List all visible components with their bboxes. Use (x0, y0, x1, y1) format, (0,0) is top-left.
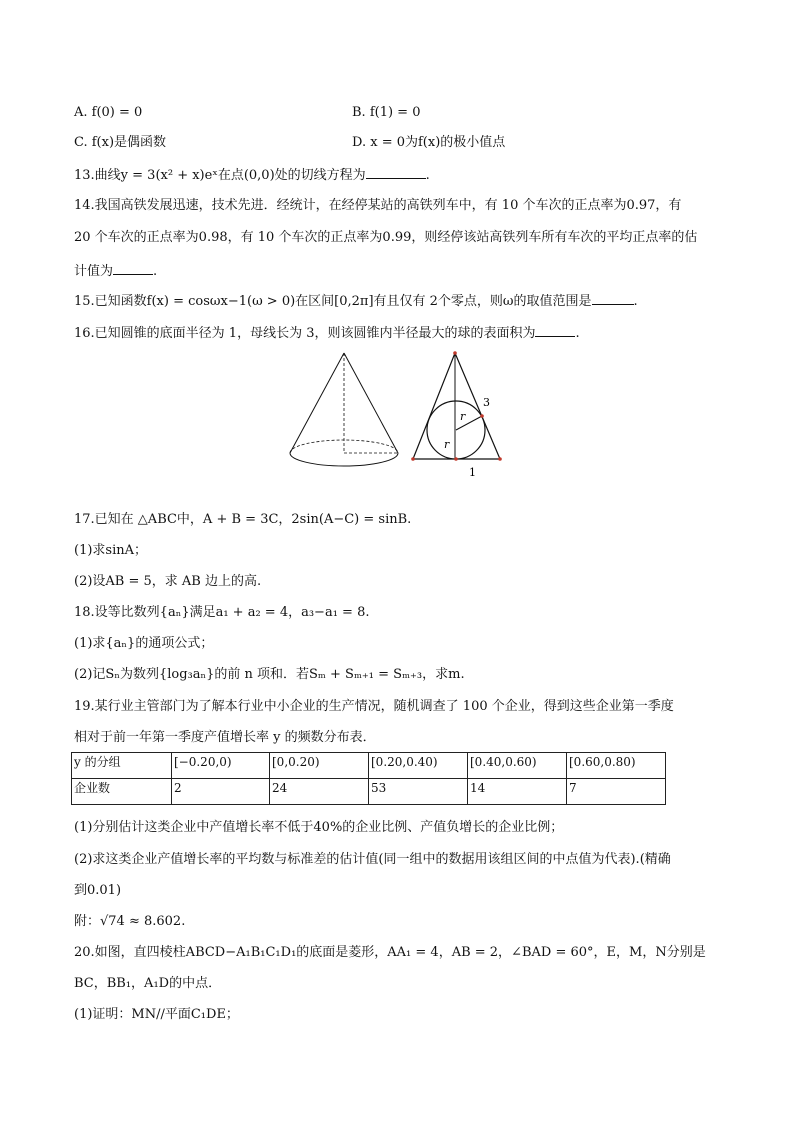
question-19-line-1: 19.某行业主管部门为了解本行业中小企业的生产情况，随机调查了 100 个企业，得到这些企业第一季度 (74, 699, 674, 714)
question-15-text: 15.已知函数f(x) = cosωx−1(ω > 0)在区间[0,2π]有且仅有 2个零点，则ω的取值范围是 (74, 294, 592, 309)
question-19-line-2: 相对于前一年第一季度产值增长率 y 的频数分布表． (74, 730, 376, 745)
table-cell: [0.40,0.60) (468, 753, 567, 779)
table-cell: [0,0.20) (270, 753, 369, 779)
question-20-line-2: BC，BB₁，A₁D的中点． (74, 976, 222, 991)
table-cell: y 的分组 (72, 753, 172, 779)
table-header-row (72, 753, 666, 779)
question-19-part-2-line-2: 到0.01) (74, 883, 122, 898)
question-16-text: 16.已知圆锥的底面半径为 1，母线长为 3，则该圆锥内半径最大的球的表面积为 (74, 326, 536, 341)
option-a: A. f(0) = 0 (74, 105, 143, 120)
answer-blank (366, 164, 426, 179)
question-13: 13.曲线y = 3(x² + x)eˣ在点(0,0)处的切线方程为 . (74, 164, 430, 186)
table-cell: [0.20,0.40) (369, 753, 468, 779)
question-19-part-1: (1)分别估计这类企业中产值增长率不低于40%的企业比例、产值负增长的企业比例； (74, 820, 564, 835)
question-18-part-1: (1)求{aₙ}的通项公式； (74, 636, 214, 651)
option-c: C. f(x)是偶函数 (74, 135, 167, 150)
question-19-note: 附：√74 ≈ 8.602. (74, 914, 186, 929)
table-cell: 2 (172, 779, 270, 805)
table-cell: 7 (567, 779, 666, 805)
option-b: B. f(1) = 0 (352, 105, 421, 120)
question-18-part-2: (2)记Sₙ为数列{log₃aₙ}的前 n 项和．若Sₘ + Sₘ₊₁ = Sₘ₊₃，求m. (74, 667, 465, 682)
question-17-stem: 17.已知在 △ABC中，A + B = 3C，2sin(A−C) = sinB. (74, 512, 412, 527)
radius-label-lower: r (444, 438, 450, 451)
table-row (72, 779, 666, 805)
table-cell: 企业数 (72, 779, 172, 805)
radius-label-upper: r (460, 410, 466, 423)
answer-blank (113, 260, 153, 275)
slant-length-label: 3 (483, 396, 490, 409)
question-17-part-2: (2)设AB = 5，求 AB 边上的高. (74, 574, 262, 589)
question-14-line-1: 14.我国高铁发展迅速，技术先进．经统计，在经停某站的高铁列车中，有 10 个车次的正点率为0.97，有 (74, 198, 682, 213)
answer-blank (535, 322, 575, 337)
question-17-part-1: (1)求sinA； (74, 543, 148, 558)
question-19-part-2-line-1: (2)求这类企业产值增长率的平均数与标准差的估计值(同一组中的数据用该组区间的中点值为代表).(精确 (74, 852, 671, 867)
question-20-part-1: (1)证明：MN//平面C₁DE； (74, 1007, 239, 1022)
cone-3d-drawing (290, 353, 398, 466)
table-cell: [0.60,0.80) (567, 753, 666, 779)
question-14-line-3: 计值为 . (74, 260, 157, 282)
option-d: D. x = 0为f(x)的极小值点 (352, 135, 506, 150)
cone-figures (280, 345, 520, 485)
question-14-text: 计值为 (74, 264, 114, 279)
question-15: 15.已知函数f(x) = cosωx−1(ω > 0)在区间[0,2π]有且仅有 2个零点，则ω的取值范围是 . (74, 290, 638, 312)
table-cell: 53 (369, 779, 468, 805)
answer-blank (592, 290, 634, 305)
frequency-table (71, 752, 666, 805)
table-cell: 14 (468, 779, 567, 805)
question-20-line-1: 20.如图，直四棱柱ABCD−A₁B₁C₁D₁的底面是菱形，AA₁ = 4，AB = 2，∠BAD = 60°，E，M，N分别是 (74, 945, 706, 960)
cross-section-drawing (411, 351, 502, 479)
question-16: 16.已知圆锥的底面半径为 1，母线长为 3，则该圆锥内半径最大的球的表面积为 . (74, 322, 580, 344)
table-cell: 24 (270, 779, 369, 805)
table-cell: [−0.20,0) (172, 753, 270, 779)
base-radius-label: 1 (469, 466, 476, 479)
question-18-stem: 18.设等比数列{aₙ}满足a₁ + a₂ = 4，a₃−a₁ = 8. (74, 605, 370, 620)
question-14-line-2: 20 个车次的正点率为0.98，有 10 个车次的正点率为0.99，则经停该站高铁列车所有车次的平均正点率的估 (74, 230, 698, 245)
question-13-text: 13.曲线y = 3(x² + x)eˣ在点(0,0)处的切线方程为 (74, 168, 366, 183)
